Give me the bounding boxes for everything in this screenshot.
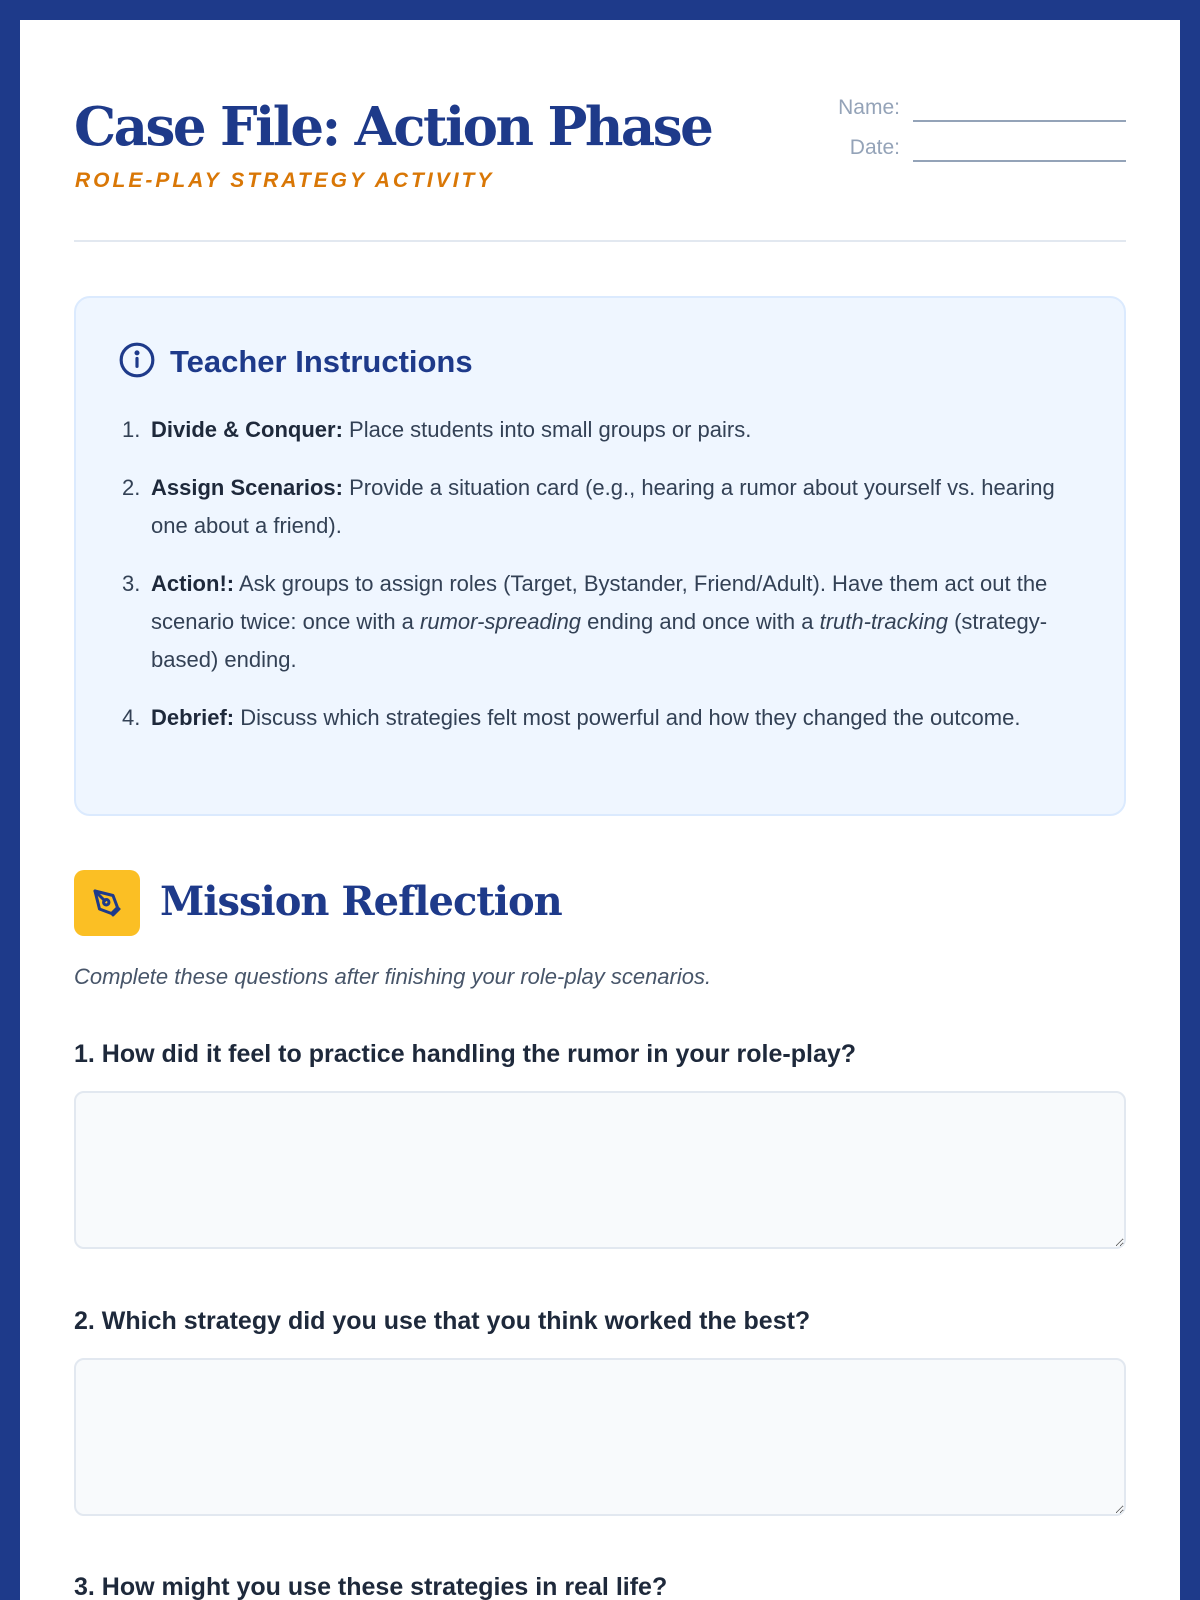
name-date-fields <box>826 96 1126 176</box>
step-text: (strategy-based) ending. <box>151 609 1048 672</box>
step-number: 1. <box>122 417 141 442</box>
instructions-title: Teacher Instructions <box>170 344 473 379</box>
step-text: Discuss which strategies felt most powerful and how they changed the outcome. <box>240 705 1021 730</box>
answer-field-1[interactable] <box>74 1091 1126 1249</box>
page-title: Case File: Action Phase <box>74 96 712 158</box>
step-text: Place students into small groups or pairs. <box>349 417 752 442</box>
step-number: 3. <box>122 571 141 596</box>
instruction-step <box>118 411 1078 449</box>
name-field-row <box>826 96 1126 136</box>
mission-subtitle: Complete these questions after finishing your role-play scenarios. <box>74 964 712 989</box>
page-subtitle: ROLE-PLAY STRATEGY ACTIVITY <box>75 169 495 192</box>
worksheet-page <box>20 20 1180 1600</box>
name-field[interactable] <box>913 120 1126 122</box>
info-icon <box>118 341 156 384</box>
step-number: 2. <box>122 475 141 500</box>
mission-reflection-heading <box>74 870 1126 938</box>
date-label: Date: <box>849 136 900 159</box>
date-field[interactable] <box>913 160 1126 162</box>
step-emphasis: truth-tracking <box>819 609 948 634</box>
question-label: 1. How did it feel to practice handling the rumor in your role-play? <box>74 1040 857 1068</box>
step-number: 4. <box>122 705 141 730</box>
instructions-heading <box>118 342 473 382</box>
step-heading: Debrief: <box>151 705 235 730</box>
date-field-row <box>826 136 1126 176</box>
instruction-step <box>118 469 1078 545</box>
step-text: Provide a situation card (e.g., hearing a rumor about yourself vs. hearing one about a friend). <box>151 475 1055 538</box>
step-text: Ask groups to assign roles (Target, Bystander, Friend/Adult). Have them act out the scenario twice: once with a <box>151 571 1048 634</box>
pen-nib-icon <box>74 870 140 936</box>
mission-title: Mission Reflection <box>160 878 562 925</box>
teacher-instructions-panel <box>74 296 1126 816</box>
answer-field-2[interactable] <box>74 1358 1126 1516</box>
step-text: ending and once with a <box>587 609 814 634</box>
step-emphasis: rumor-spreading <box>420 609 582 634</box>
question-label: 2. Which strategy did you use that you think worked the best? <box>74 1307 811 1335</box>
header <box>74 80 1126 242</box>
step-heading: Action!: <box>151 571 235 596</box>
step-heading: Assign Scenarios: <box>151 475 343 500</box>
instruction-step <box>118 565 1078 679</box>
instruction-step <box>118 699 1078 737</box>
question-label: 3. How might you use these strategies in real life? <box>74 1573 668 1600</box>
instructions-list <box>118 411 1078 757</box>
step-heading: Divide & Conquer: <box>151 417 343 442</box>
name-label: Name: <box>838 96 900 119</box>
